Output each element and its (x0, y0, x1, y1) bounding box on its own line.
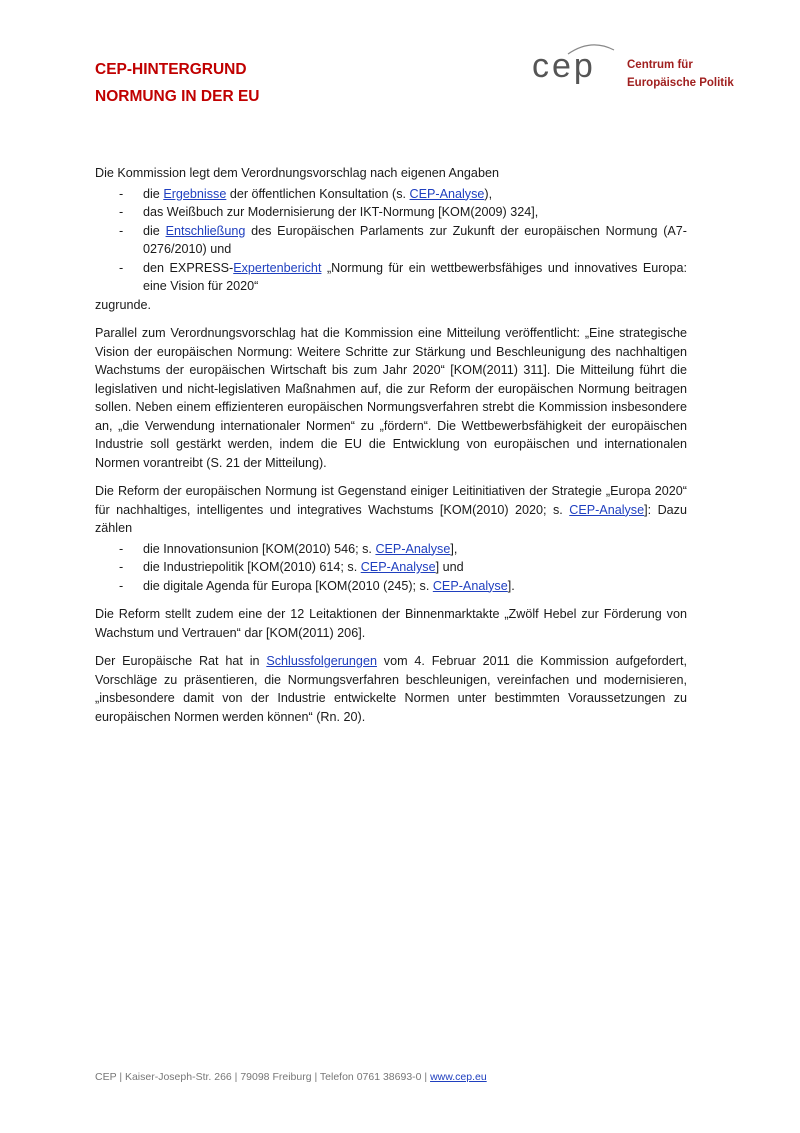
website-link[interactable]: www.cep.eu (430, 1071, 487, 1083)
schlussfolgerungen-link[interactable]: Schlussfolgerungen (266, 654, 377, 668)
list-item: - die Ergebnisse der öffentlichen Konsultation (s. CEP-Analyse), (95, 185, 687, 204)
ergebnisse-link[interactable]: Ergebnisse (163, 186, 227, 201)
list-item: - den EXPRESS-Expertenbericht „Normung für ein wettbewerbsfähiges und innovatives Europa: eine Vision für 2020“ (95, 259, 687, 296)
cep-analyse-link[interactable]: CEP-Analyse (409, 186, 485, 201)
cep-analyse-link[interactable]: CEP-Analyse (432, 578, 508, 593)
outro-text: zugrunde. (95, 297, 152, 312)
entschliessung-link[interactable]: Entschließung (165, 223, 246, 238)
cep-analyse-link[interactable]: CEP-Analyse (569, 502, 645, 517)
org-name-line1: Centrum für (627, 59, 693, 71)
cep-analyse-link[interactable]: CEP-Analyse (360, 560, 436, 574)
list-item: - die Entschließung des Europäischen Parlaments zur Zukunft der europäischen Normung (A7-0276/2010) und (95, 222, 687, 259)
organization-name (627, 56, 734, 92)
list-item: - die digitale Agenda für Europa [KOM(2010 (245); s. CEP-Analyse]. (95, 577, 687, 596)
list-item: - die Innovationsunion [KOM(2010) 546; s. CEP-Analyse], (95, 540, 687, 559)
initiatives-list (95, 540, 687, 596)
header-title-line1: CEP-HINTERGRUND (95, 61, 247, 78)
page-footer (95, 1071, 487, 1083)
list-item: - das Weißbuch zur Modernisierung der IKT-Normung [KOM(2009) 324], (95, 203, 687, 222)
paragraph-binnenmarktakte: Die Reform stellt zudem eine der 12 Leitaktionen der Binnenmarktakte „Zwölf Hebel zur Förderung von Wachstum und Vertrauen“ dar [KOM(2011) 206]. (95, 607, 687, 640)
cep-analyse-link[interactable]: CEP-Analyse (375, 541, 451, 556)
document-header (95, 56, 259, 110)
cep-logo: cep (532, 47, 596, 85)
document-body (95, 164, 687, 736)
footer-address: CEP | Kaiser-Joseph-Str. 266 | 79098 Freiburg | Telefon 0761 38693-0 | (95, 1071, 431, 1083)
expertenbericht-link[interactable]: Expertenbericht (233, 260, 322, 275)
sources-list (95, 185, 687, 296)
paragraph-europaeischer-rat: Der Europäische Rat hat in Schlussfolgerungen vom 4. Februar 2011 die Kommission aufgefordert, Vorschläge zu präsentieren, die Normungsverfahren beschleunigen, vereinfachen und modernisieren, „insbesondere damit von der Industrie entwickelte Normen unter bestimmten Voraussetzungen zu europäischen Normen werden können“ (Rn. 20). (95, 654, 687, 724)
list-item: - die Industriepolitik [KOM(2010) 614; s. CEP-Analyse] und (95, 558, 687, 577)
paragraph-reform: Die Reform der europäischen Normung ist Gegenstand einiger Leitinitiativen der Strategie „Europa 2020“ für nachhaltiges, intelligentes und integratives Wachstums [KOM(2010) 2020; s. CEP-Analyse]: Dazu zählen (95, 484, 687, 535)
header-title-line2: NORMUNG IN DER EU (95, 88, 260, 105)
intro-paragraph: Die Kommission legt dem Verordnungsvorschlag nach eigenen Angaben (95, 166, 499, 180)
org-name-line2: Europäische Politik (627, 77, 734, 89)
paragraph-mitteilung: Parallel zum Verordnungsvorschlag hat die Kommission eine Mitteilung veröffentlicht: „Eine strategische Vision der europäischen Normung: Weitere Schritte zur Stärkung und Beschleunigung des nachhaltigen Wachstums der europäischen Wirtschaft bis zum Jahr 2020“ [KOM(2011) 311]. Die Mitteilung führt die legislativen und nicht-legislativen Maßnahmen auf, die zur Reform der europäischen Normung beitragen sollen. Neben einem effizienteren europäischen Normungsverfahren strebt die Kommission insbesondere an, „die Verwendung internationaler Normen“ zu „fördern“. Die Wettbewerbsfähigkeit der europäischen Industrie soll gestärkt werden, indem die EU die Entwicklung von europäischen und internationalen Normen vorantreibt (S. 21 der Mitteilung). (95, 326, 687, 470)
